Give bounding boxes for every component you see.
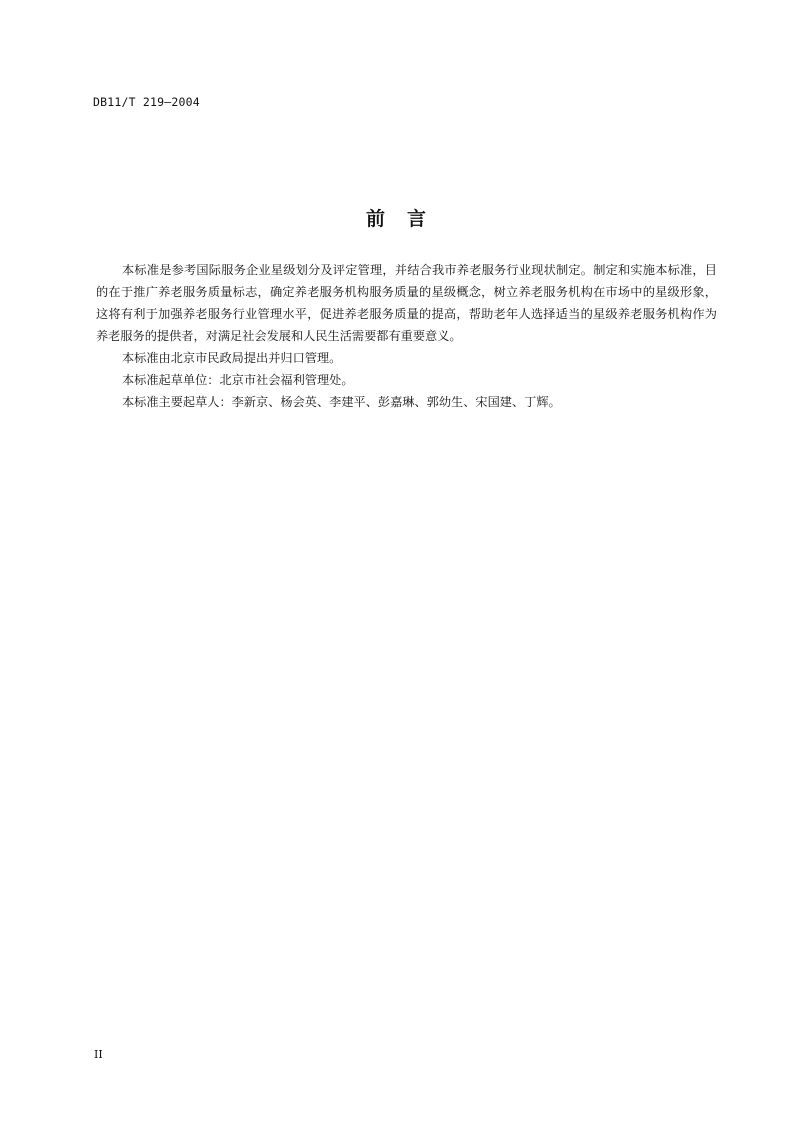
paragraph-purpose: 本标准是参考国际服务企业星级划分及评定管理，并结合我市养老服务行业现状制定。制定和实施本标准，目的在于推广养老服务质量标志，确定养老服务机构服务质量的星级概念，树立养老服务机构在市场中的星级形象，这将有利于加强养老服务行业管理水平，促进养老服务质量的提高，帮助老年人选择适当的星级养老服务机构作为养老服务的提供者，对满足社会发展和人民生活需要都有重要意义。 — [96, 263, 717, 343]
page-title: 前言 — [365, 208, 448, 230]
paragraph-drafters: 本标准主要起草人：李新京、杨会英、李建平、彭嘉琳、郭幼生、宋国建、丁辉。 — [122, 395, 561, 409]
paragraph-proposer: 本标准由北京市民政局提出并归口管理。 — [122, 351, 342, 365]
page-number: II — [94, 1048, 103, 1061]
paragraph-drafting-unit: 本标准起草单位：北京市社会福利管理处。 — [122, 373, 354, 387]
standard-code: DB11/T 219—2004 — [93, 95, 200, 109]
foreword-body — [96, 259, 717, 413]
